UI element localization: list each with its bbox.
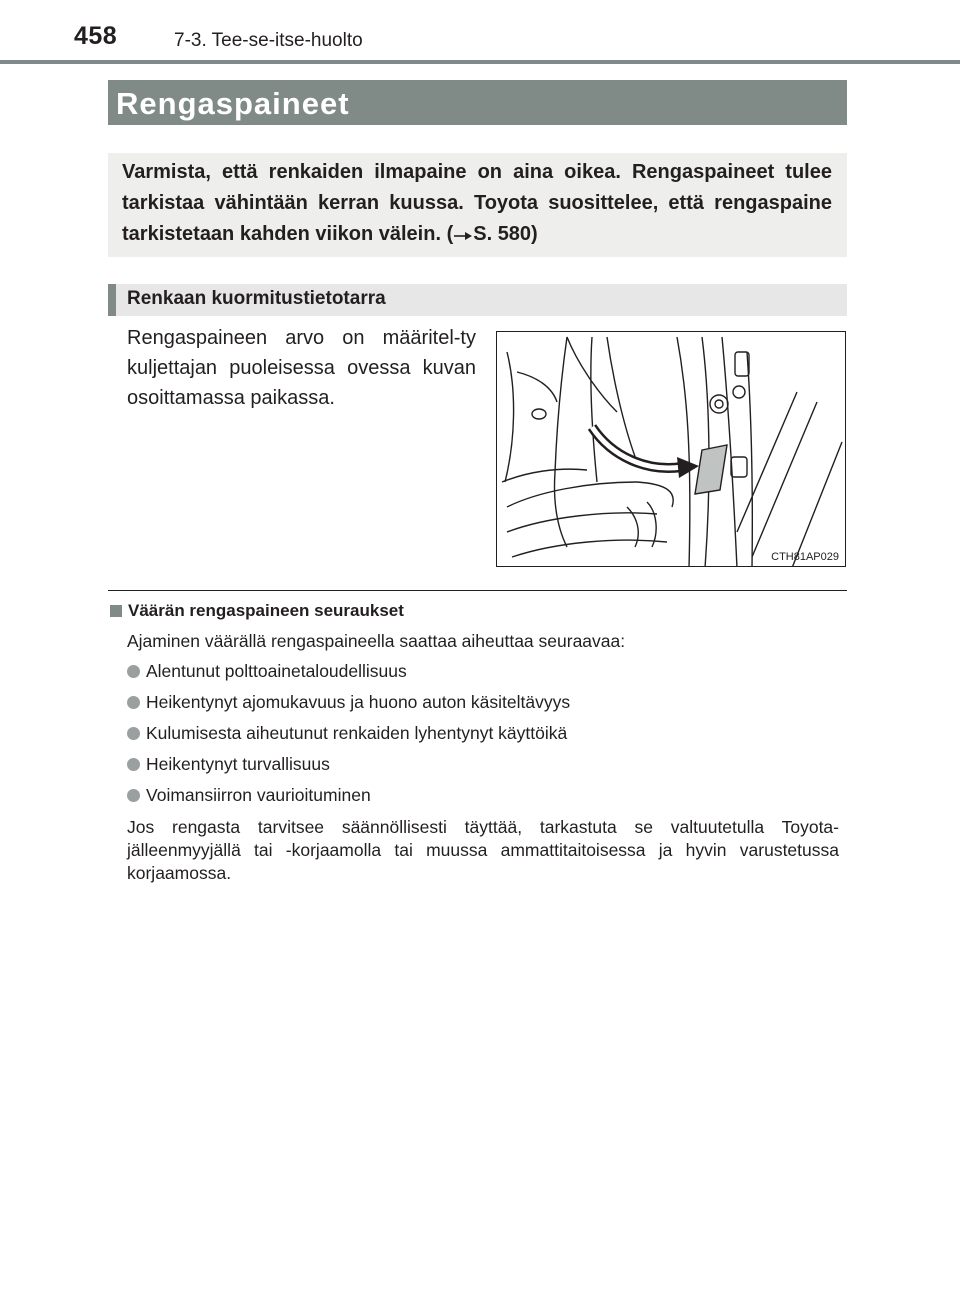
figure-code: CTH81AP029 (771, 551, 839, 563)
intro-box (108, 153, 847, 257)
subheading (108, 284, 847, 316)
list-item (127, 785, 371, 806)
section-divider (108, 590, 847, 591)
intro-body: Varmista, että renkaiden ilmapaine on aina oikea. Rengaspaineet tulee tarkistaa vähintään kerran kuussa. Toyota suosittelee, että rengaspaine tarkistetaan kahden viikon välein. ( (122, 161, 832, 245)
bullet-dot-icon (127, 696, 140, 709)
section-label: 7-3. Tee-se-itse-huolto (174, 30, 363, 51)
consequences-intro: Ajaminen väärällä rengaspaineella saattaa aiheuttaa seuraavaa: (127, 631, 626, 651)
consequences-heading-label: Väärän rengaspaineen seuraukset (128, 601, 404, 620)
list-item-text: Heikentynyt ajomukavuus ja huono auton käsiteltävyys (146, 692, 571, 712)
title-banner (108, 80, 847, 125)
square-bullet-icon (110, 605, 122, 617)
arrow-right-icon (453, 223, 473, 245)
list-item (127, 661, 407, 682)
list-item (127, 754, 330, 775)
bullet-dot-icon (127, 665, 140, 678)
list-item (127, 692, 570, 713)
intro-text (122, 157, 832, 250)
list-item-text: Voimansiirron vaurioituminen (146, 785, 371, 805)
closing-paragraph: Jos rengasta tarvitsee säännöllisesti täyttää, tarkastuta se valtuutetulla Toyota-jälleenmyyjällä tai -korjaamolla tai muussa ammattitaitoisessa ja hyvin varustetussa korjaamossa. (127, 817, 839, 883)
consequences-heading (110, 601, 404, 621)
door-pillar-label-illustration (496, 331, 846, 567)
bullet-dot-icon (127, 758, 140, 771)
subheading-bar (108, 284, 116, 316)
list-item-text: Kulumisesta aiheutunut renkaiden lyhentynyt käyttöikä (146, 723, 568, 743)
bullet-dot-icon (127, 727, 140, 740)
page-reference-link[interactable]: S. 580) (473, 223, 538, 245)
subheading-label: Renkaan kuormitustietotarra (127, 288, 386, 309)
seat-door-drawing (497, 332, 846, 567)
page-number: 458 (74, 22, 118, 50)
list-item-text: Alentunut polttoainetaloudellisuus (146, 661, 407, 681)
label-paragraph: Rengaspaineen arvo on määritel-ty kuljettajan puoleisessa ovessa kuvan osoittamassa paikassa. (127, 327, 476, 409)
list-item-text: Heikentynyt turvallisuus (146, 754, 330, 774)
page-title: Rengaspaineet (116, 86, 350, 121)
header-rule (0, 60, 960, 64)
bullet-dot-icon (127, 789, 140, 802)
list-item (127, 723, 567, 744)
